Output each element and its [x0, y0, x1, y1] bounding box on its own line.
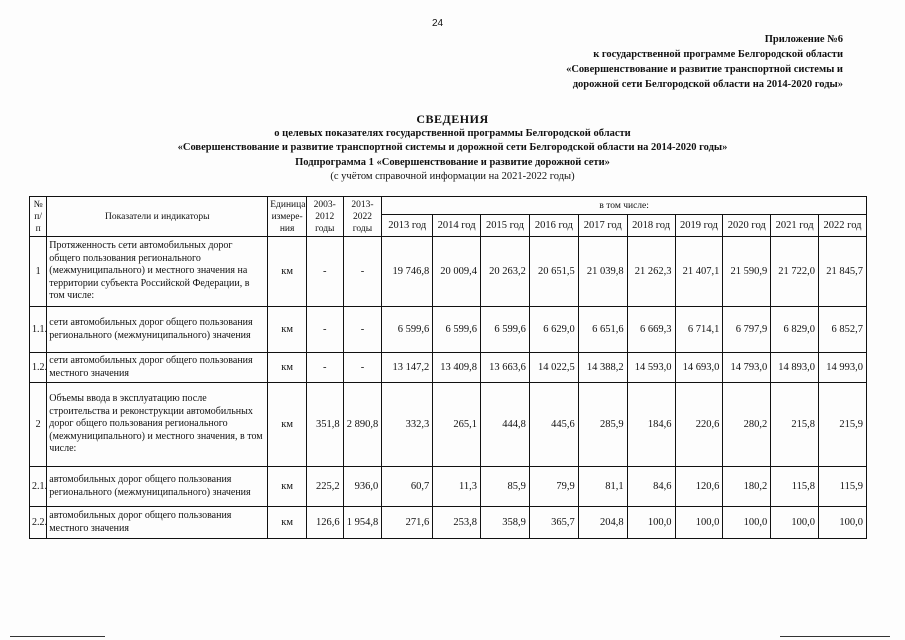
period-2003-2012-value: - [306, 307, 343, 353]
heading-line: о целевых показателях государственной программы Белгородской области [274, 127, 631, 139]
heading-note: (с учётом справочной информации на 2021-2022 годы) [330, 171, 575, 182]
year-value: 21 722,0 [771, 237, 819, 307]
table-row [30, 353, 867, 383]
period-2013-2022-value: 936,0 [343, 467, 382, 507]
header-year: 2015 год [481, 215, 530, 237]
appendix-title: Приложение №6 [764, 34, 843, 45]
appendix-line: к государственной программе Белгородской области [593, 49, 843, 60]
unit-cell: км [268, 307, 307, 353]
year-value: 6 599,6 [481, 307, 530, 353]
unit-cell: км [268, 237, 307, 307]
header-group: в том числе: [382, 197, 867, 215]
row-number: 1 [30, 237, 47, 307]
year-value: 6 669,3 [627, 307, 675, 353]
year-value: 100,0 [675, 507, 723, 539]
year-value: 13 147,2 [382, 353, 433, 383]
row-number: 1.2. [30, 353, 47, 383]
year-value: 100,0 [723, 507, 771, 539]
year-value: 85,9 [481, 467, 530, 507]
year-value: 6 651,6 [578, 307, 627, 353]
unit-cell: км [268, 507, 307, 539]
year-value: 120,6 [675, 467, 723, 507]
year-value: 21 039,8 [578, 237, 627, 307]
header-year: 2013 год [382, 215, 433, 237]
indicator-name: Протяженность сети автомобильных дорог общего пользования регионального (межмуниципального) и местного значения на территории субъекта Российской Федерации, в том числе: [47, 237, 268, 307]
unit-cell: км [268, 353, 307, 383]
period-2003-2012-value: - [306, 353, 343, 383]
header-year: 2022 год [819, 215, 867, 237]
year-value: 358,9 [481, 507, 530, 539]
year-value: 332,3 [382, 383, 433, 467]
header-unit: Единица измере-ния [268, 197, 307, 237]
table-row [30, 237, 867, 307]
year-value: 21 845,7 [819, 237, 867, 307]
year-value: 6 599,6 [382, 307, 433, 353]
period-2013-2022-value: 2 890,8 [343, 383, 382, 467]
period-2003-2012-value: 351,8 [306, 383, 343, 467]
document-title: СВЕДЕНИЯ [416, 112, 489, 126]
year-value: 79,9 [529, 467, 578, 507]
row-number: 2.1. [30, 467, 47, 507]
year-value: 11,3 [433, 467, 481, 507]
year-value: 271,6 [382, 507, 433, 539]
year-value: 81,1 [578, 467, 627, 507]
year-value: 6 629,0 [529, 307, 578, 353]
year-value: 6 852,7 [819, 307, 867, 353]
year-value: 21 407,1 [675, 237, 723, 307]
document-heading [0, 112, 905, 185]
header-period-2003-2012: 2003-2012 годы [306, 197, 343, 237]
subprogram-title: Подпрограмма 1 «Совершенствование и развитие дорожной сети» [295, 156, 610, 168]
year-value: 215,9 [819, 383, 867, 467]
period-2003-2012-value: - [306, 237, 343, 307]
year-value: 115,8 [771, 467, 819, 507]
header-year: 2014 год [433, 215, 481, 237]
year-value: 14 893,0 [771, 353, 819, 383]
year-value: 444,8 [481, 383, 530, 467]
unit-cell: км [268, 383, 307, 467]
header-year: 2021 год [771, 215, 819, 237]
year-value: 220,6 [675, 383, 723, 467]
indicator-name: Объемы ввода в эксплуатацию после строительства и реконструкции автомобильных дорог общего пользования регионального (межмуниципального) и местного значения, в том числе: [47, 383, 268, 467]
year-value: 14 693,0 [675, 353, 723, 383]
year-value: 6 599,6 [433, 307, 481, 353]
period-2003-2012-value: 225,2 [306, 467, 343, 507]
period-2013-2022-value: - [343, 353, 382, 383]
page-number: 24 [432, 18, 444, 29]
year-value: 14 593,0 [627, 353, 675, 383]
year-value: 100,0 [627, 507, 675, 539]
appendix-line: «Совершенствование и развитие транспортной системы и [566, 64, 843, 75]
indicator-name: сети автомобильных дорог общего пользования регионального (межмуниципального) значения [47, 307, 268, 353]
appendix-line: дорожной сети Белгородской области на 2014-2020 годы» [572, 79, 843, 90]
header-period-2013-2022: 2013-2022 годы [343, 197, 382, 237]
year-value: 184,6 [627, 383, 675, 467]
footer-rule [10, 636, 105, 637]
year-value: 21 262,3 [627, 237, 675, 307]
header-year: 2016 год [529, 215, 578, 237]
period-2003-2012-value: 126,6 [306, 507, 343, 539]
period-2013-2022-value: 1 954,8 [343, 507, 382, 539]
row-number: 1.1. [30, 307, 47, 353]
year-value: 13 663,6 [481, 353, 530, 383]
year-value: 19 746,8 [382, 237, 433, 307]
year-value: 265,1 [433, 383, 481, 467]
row-number: 2 [30, 383, 47, 467]
year-value: 100,0 [819, 507, 867, 539]
year-value: 20 651,5 [529, 237, 578, 307]
year-value: 280,2 [723, 383, 771, 467]
year-value: 6 829,0 [771, 307, 819, 353]
header-year: 2019 год [675, 215, 723, 237]
indicator-name: автомобильных дорог общего пользования местного значения [47, 507, 268, 539]
year-value: 365,7 [529, 507, 578, 539]
year-value: 14 993,0 [819, 353, 867, 383]
row-number: 2.2. [30, 507, 47, 539]
year-value: 204,8 [578, 507, 627, 539]
year-value: 60,7 [382, 467, 433, 507]
indicators-table [29, 196, 867, 539]
appendix-header [543, 32, 843, 92]
table-row [30, 383, 867, 467]
header-num: № п/п [30, 197, 47, 237]
year-value: 445,6 [529, 383, 578, 467]
year-value: 84,6 [627, 467, 675, 507]
header-year: 2020 год [723, 215, 771, 237]
year-value: 21 590,9 [723, 237, 771, 307]
table-row [30, 307, 867, 353]
indicator-name: автомобильных дорог общего пользования регионального (межмуниципального) значения [47, 467, 268, 507]
year-value: 13 409,8 [433, 353, 481, 383]
year-value: 14 793,0 [723, 353, 771, 383]
indicator-name: сети автомобильных дорог общего пользования местного значения [47, 353, 268, 383]
year-value: 14 388,2 [578, 353, 627, 383]
year-value: 20 263,2 [481, 237, 530, 307]
heading-line: «Совершенствование и развитие транспортной системы и дорожной сети Белгородской области на 2014-2020 годы» [177, 142, 728, 153]
header-year: 2018 год [627, 215, 675, 237]
year-value: 14 022,5 [529, 353, 578, 383]
year-value: 285,9 [578, 383, 627, 467]
table-row [30, 467, 867, 507]
period-2013-2022-value: - [343, 307, 382, 353]
footer-rule [780, 636, 890, 637]
year-value: 6 714,1 [675, 307, 723, 353]
year-value: 20 009,4 [433, 237, 481, 307]
table-row [30, 507, 867, 539]
year-value: 253,8 [433, 507, 481, 539]
period-2013-2022-value: - [343, 237, 382, 307]
header-name: Показатели и индикаторы [47, 197, 268, 237]
year-value: 115,9 [819, 467, 867, 507]
year-value: 180,2 [723, 467, 771, 507]
unit-cell: км [268, 467, 307, 507]
year-value: 100,0 [771, 507, 819, 539]
year-value: 6 797,9 [723, 307, 771, 353]
year-value: 215,8 [771, 383, 819, 467]
header-year: 2017 год [578, 215, 627, 237]
